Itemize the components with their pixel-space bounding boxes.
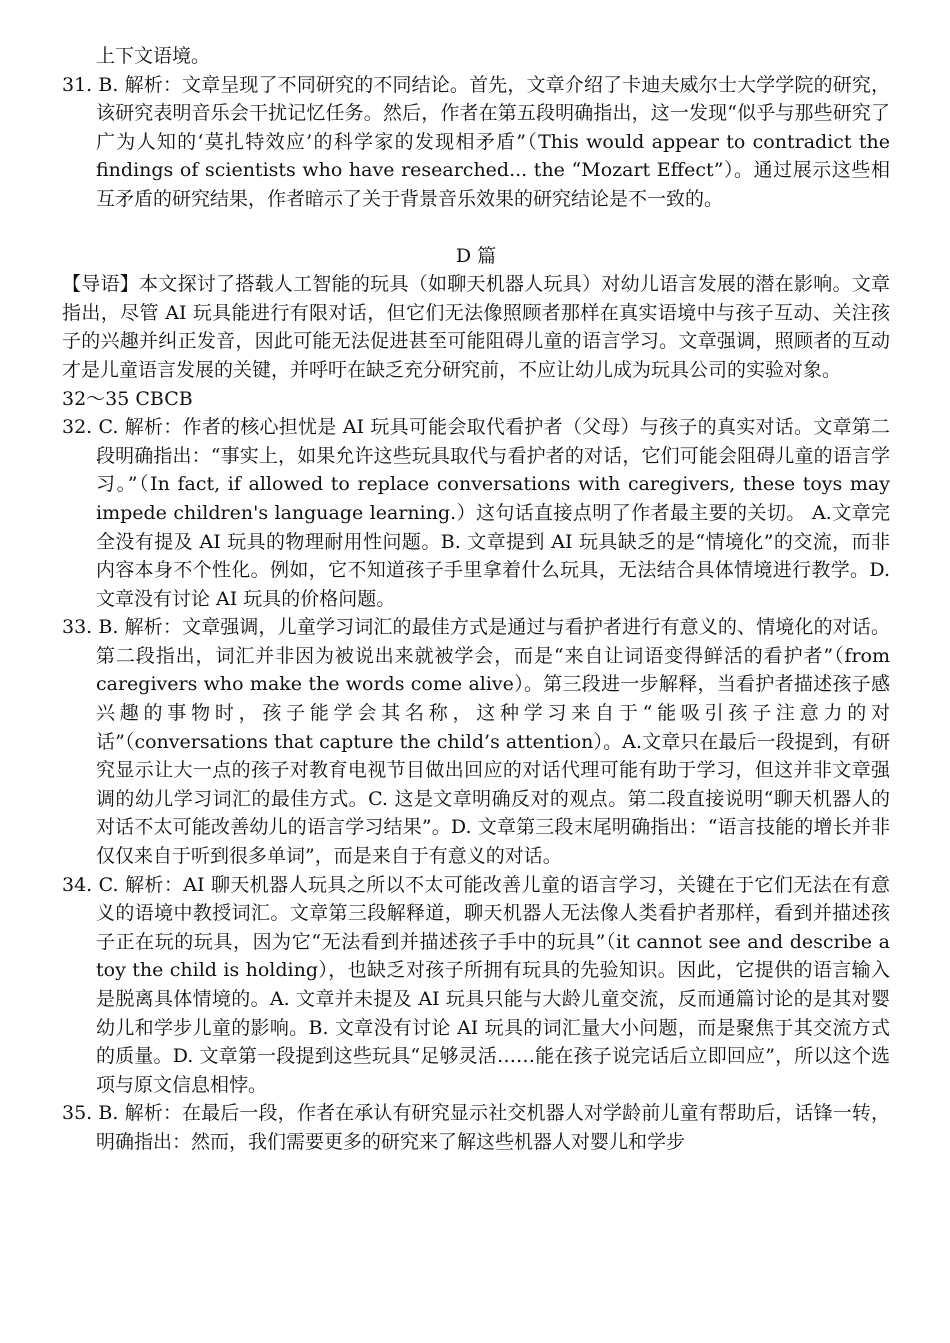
answer-32-explanation: 32. C. 解析：作者的核心担忧是 AI 玩具可能会取代看护者（父母）与孩子的真实对话。文章第二段明确指出：“事实上，如果允许这些玩具取代与看护者的对话，它们可能会阻碍儿童的语言学习。”（In fact, if allowed to replace conversations with caregivers, these toys may impede children's language learning.）这句话直接点明了作者最主要的关切。 A.文章完全没有提及 AI 玩具的物理耐用性问题。B. 文章提到 AI 玩具缺乏的是“情境化”的交流，而非内容本身不个性化。例如，它不知道孩子手里拿着什么玩具，无法结合具体情境进行教学。D. 文章没有讨论 AI 玩具的价格问题。 [62, 416, 890, 610]
continued-text: 上下文语境。 [96, 45, 211, 67]
answer-33-explanation: 33. B. 解析：文章强调，儿童学习词汇的最佳方式是通过与看护者进行有意义的、情境化的对话。第二段指出，词汇并非因为被说出来就被学会，而是“来自让词语变得鲜活的看护者”（from caregivers who make the words come alive）。第三段进一步解释，当看护者描述孩子感兴趣的事物时，孩子能学会其名称，这种学习来自于“能吸引孩子注意力的对话”（conversations that capture the child’s attention）。A.文章只在最后一段提到，有研究显示让大一点的孩子对教育电视节目做出回应的对话代理可能有助于学习，但这并非文章强调的幼儿学习词汇的最佳方式。C. 这是文章明确反对的观点。第二段直接说明“聊天机器人的对话不太可能改善幼儿的语言学习结果”。D. 文章第三段末尾明确指出：“语言技能的增长并非仅仅来自于听到很多单词”，而是来自于有意义的对话。 [62, 616, 890, 868]
section-title: D 篇 [455, 244, 497, 267]
intro-paragraph: 【导语】本文探讨了搭载人工智能的玩具（如聊天机器人玩具）对幼儿语言发展的潜在影响。文章指出，尽管 AI 玩具能进行有限对话，但它们无法像照顾者那样在真实语境中与孩子互动、关注孩子的兴趣并纠正发音，因此可能无法促进甚至可能阻碍儿童的语言学习。文章强调，照顾者的互动才是儿童语言发展的关键，并呼吁在缺乏充分研究前，不应让幼儿成为玩具公司的实验对象。 [62, 273, 890, 381]
answer-34-explanation: 34. C. 解析：AI 聊天机器人玩具之所以不太可能改善儿童的语言学习，关键在于它们无法在有意义的语境中教授词汇。文章第三段解释道，聊天机器人无法像人类看护者那样，看到并描述孩子正在玩的玩具，因为它“无法看到并描述孩子手中的玩具”（it cannot see and describe a toy the child is holding），也缺乏对孩子所拥有玩具的先验知识。因此，它提供的语言输入是脱离具体情境的。A. 文章并未提及 AI 玩具只能与大龄儿童交流，反而通篇讨论的是其对婴幼儿和学步儿童的影响。B. 文章没有讨论 AI 玩具的词汇量大小问题，而是聚焦于其交流方式的质量。D. 文章第一段提到这些玩具“足够灵活……能在孩子说完话后立即回应”，所以这个选项与原文信息相悖。 [62, 873, 890, 1096]
document-page [62, 42, 890, 1157]
answer-31-explanation: 31. B. 解析：文章呈现了不同研究的不同结论。首先，文章介绍了卡迪夫威尔士大学学院的研究，该研究表明音乐会干扰记忆任务。然后，作者在第五段明确指出，这一发现“似乎与那些研究了广为人知的‘莫扎特效应’的科学家的发现相矛盾”（This would appear to contradict the findings of scientists who have researched... the “Mozart Effect”）。通过展示这些相互矛盾的研究结果，作者暗示了关于背景音乐效果的研究结论是不一致的。 [62, 73, 890, 210]
answer-key: 32～35 CBCB [62, 387, 193, 410]
answer-35-explanation: 35. B. 解析：在最后一段，作者在承认有研究显示社交机器人对学龄前儿童有帮助后，话锋一转，明确指出：然而，我们需要更多的研究来了解这些机器人对婴儿和学步 [62, 1102, 890, 1153]
